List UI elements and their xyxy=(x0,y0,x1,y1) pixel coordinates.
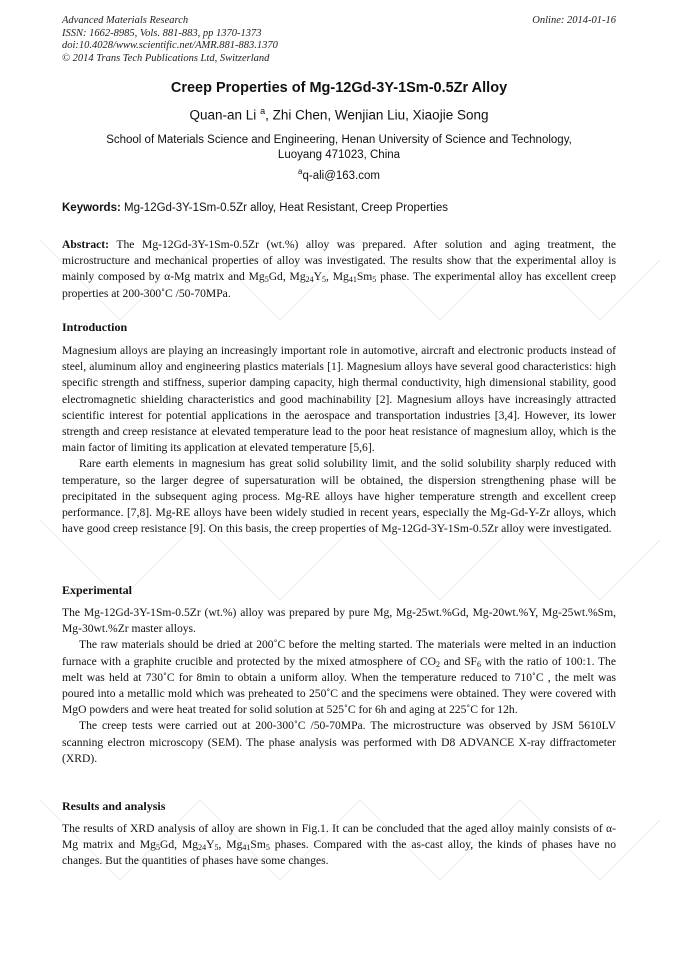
other-authors: , Zhi Chen, Wenjian Liu, Xiaojie Song xyxy=(265,107,489,123)
introduction-paragraph-2: Rare earth elements in magnesium has great solid solubility limit, and the solid solubility sharply reduced with temperature, so the larger degree of supersaturation will be obtained, the dispersion strengthening phase will be precipitated in the subsequent aging process. Mg-RE alloys have higher temperature strength and excellent creep performance. [7,8]. Mg-RE alloys have been widely studied in recent years, especially the Mg-Gd-Y-Zr alloys, which have good creep resistance [9]. On this basis, the creep properties of Mg-12Gd-3Y-1Sm-0.5Zr alloy were investigated. xyxy=(62,457,616,536)
abstract-text: Y xyxy=(313,270,323,284)
subscript: 41 xyxy=(242,843,251,853)
experimental-section xyxy=(62,605,616,767)
subscript: 2 xyxy=(435,659,440,669)
results-text: Gd, Mg xyxy=(159,838,199,852)
abstract-text: The Mg-12Gd-3Y-1Sm-0.5Zr (wt.%) alloy was prepared. After solution and aging treatment, the microstructure and mechanical properties of alloy was investigated. The results show that the experimental alloy is mainly composed by α-Mg matrix and Mg xyxy=(62,238,616,284)
experimental-text: and SF xyxy=(439,654,478,668)
results-paragraph-1 xyxy=(62,821,616,870)
experimental-paragraph-1: The Mg-12Gd-3Y-1Sm-0.5Zr (wt.%) alloy was prepared by pure Mg, Mg-25wt.%Gd, Mg-20wt.%Y, Mg-25wt.%Sm, Mg-30wt.%Zr master alloys. xyxy=(62,606,616,636)
first-author: Quan-an Li xyxy=(189,107,257,123)
journal-name: Advanced Materials Research xyxy=(62,15,189,26)
introduction-section xyxy=(62,343,616,537)
subscript: 5 xyxy=(214,843,219,853)
abstract-label: Abstract: xyxy=(62,238,110,251)
results-text: The results of XRD analysis of alloy are shown in Fig.1. It can be concluded that the aged alloy mainly consists of α-Mg matrix and Mg xyxy=(62,822,616,852)
subscript: 41 xyxy=(348,275,357,285)
subscript: 6 xyxy=(477,659,482,669)
keywords-label: Keywords: xyxy=(62,202,121,214)
subscript: 24 xyxy=(305,275,314,285)
contact-email xyxy=(0,167,678,182)
email-address[interactable]: q-ali@163.com xyxy=(302,169,380,182)
experimental-heading: Experimental xyxy=(62,583,132,597)
introduction-heading: Introduction xyxy=(62,320,128,334)
subscript: 5 xyxy=(322,275,327,285)
subscript: 5 xyxy=(264,275,269,285)
results-text: Sm xyxy=(250,838,266,852)
abstract-text: , Mg xyxy=(326,270,349,284)
abstract-text: Gd, Mg xyxy=(268,270,306,284)
abstract-text: phase. The experimental alloy has excellent creep properties at 200-300˚C /50-70MPa. xyxy=(62,270,617,300)
results-section xyxy=(62,821,616,870)
subscript: 5 xyxy=(155,843,160,853)
journal-header xyxy=(62,15,278,65)
experimental-text: with the ratio of 100:1. The melt was held at 730˚C for 8min to obtain a uniform alloy. When the temperature reduced to 710˚C , the melt was poured into a metallic mold which was preheated to 250˚C and the specimens were obtained. They were covered with MgO powders and were heat treated for solid solution at 525˚C for 6h and aging at 225˚C for 12h. xyxy=(62,654,616,717)
introduction-paragraph-1: Magnesium alloys are playing an increasingly important role in automotive, aircraft and electronic products instead of steel, aluminum alloy and engineering plastics materials [1]. Magnesium alloys have several good characteristics: high specific strength and stiffness, superior damping capacity, high thermal conductivity, high dimensional stability, good electromagnetic shielding characteristics and good machinability [2]. Magnesium alloys have increasingly attracted scientific interest for potential applications in the aerospace and transportation industries [3,4]. However, its lower strength and creep resistance at elevated temperature lead to the poor heat resistance of magnesium alloy, which is the main factor of limiting its application at elevated temperature [5,6]. xyxy=(62,344,616,455)
subscript: 5 xyxy=(372,275,377,285)
experimental-paragraph-3: The creep tests were carried out at 200-300˚C /50-70MPa. The microstructure was observed by JSM 5610LV scanning electron microscopy (SEM). The phase analysis was performed with D8 ADVANCE X-ray diffractometer (XRD). xyxy=(62,719,616,765)
author-affil-mark: a xyxy=(260,106,266,116)
email-mark: a xyxy=(298,167,303,176)
keywords xyxy=(62,202,616,214)
subscript: 5 xyxy=(265,843,270,853)
affiliation-line-2: Luoyang 471023, China xyxy=(277,149,401,161)
experimental-paragraph-2 xyxy=(62,637,616,718)
subscript: 24 xyxy=(198,843,207,853)
results-heading: Results and analysis xyxy=(62,799,166,813)
paper-title: Creep Properties of Mg-12Gd-3Y-1Sm-0.5Zr Alloy xyxy=(170,80,508,96)
doi-line: doi:10.4028/www.scientific.net/AMR.881-883.1370 xyxy=(62,40,278,52)
author-list xyxy=(0,106,678,123)
issn-line: ISSN: 1662-8985, Vols. 881-883, pp 1370-1373 xyxy=(62,27,262,39)
keywords-text: Mg-12Gd-3Y-1Sm-0.5Zr alloy, Heat Resistant, Creep Properties xyxy=(124,202,449,214)
affiliation xyxy=(62,133,616,163)
online-date: Online: 2014-01-16 xyxy=(532,15,616,26)
abstract-text: Sm xyxy=(356,270,373,284)
copyright-line: © 2014 Trans Tech Publications Ltd, Switzerland xyxy=(62,52,270,64)
results-text: phases. Compared with the as-cast alloy, the kinds of phases have no changes. But the quantities of phases have some changes. xyxy=(62,838,617,868)
results-text: , Mg xyxy=(218,838,243,852)
results-text: Y xyxy=(206,838,215,852)
affiliation-line-1: School of Materials Science and Engineering, Henan University of Science and Technology, xyxy=(106,134,572,146)
abstract xyxy=(62,237,616,302)
experimental-text: The raw materials should be dried at 200˚C before the melting started. The materials were melted in an induction furnace with a graphite crucible and protected by the mixed atmosphere of CO xyxy=(62,638,616,668)
